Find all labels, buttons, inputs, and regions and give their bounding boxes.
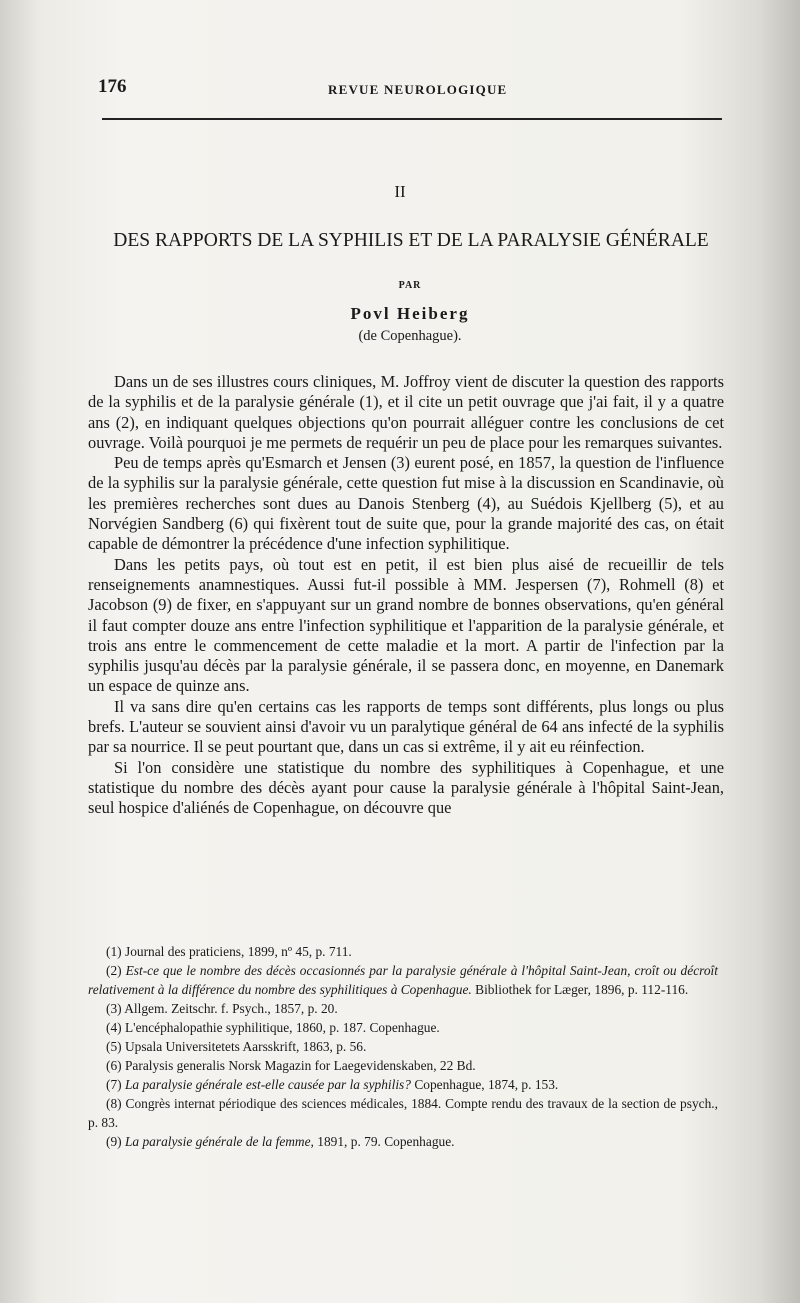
footnote [88,961,718,999]
header-rule [102,118,722,120]
footnote-text: Upsala Universitetets Aarsskrift, 1863, p. 56. [124,1039,367,1054]
footnote-text: Paralysis generalis Norsk Magazin for Laegevidenskaben, 22 Bd. [124,1058,476,1073]
page-header [98,74,722,104]
footnote-marker: (9) [106,1134,122,1149]
footnote [88,999,718,1018]
page-number: 176 [98,76,127,97]
body-paragraph: Dans un de ses illustres cours cliniques, M. Joffroy vient de discuter la question des rapports de la syphilis et de la paralysie générale (1), et il cite un petit ouvrage que j'ai fait, il y a quatre ans (2), en indiquant quelques objections qu'on pourrait alléguer contre les conclusions de cet ouvrage. Voilà pourquoi je me permets de requérir un peu de place pour les remarques suivantes. [88,372,724,452]
footnote-italic-title: Est-ce que le nombre des décès occasionnés par la paralysie générale à l'hôpital Saint-Jean, croît ou décroît relativement à la différence du nombre des syphilitiques à Copenhague. [88,963,718,997]
footnote-italic-title: La paralysie générale de la femme, [124,1134,314,1149]
footnote-text: Copenhague, 1874, p. 153. [414,1077,559,1092]
body-text [88,372,724,819]
footnote [88,1094,718,1132]
footnote-marker: (6) [106,1058,122,1073]
footnote-marker: (4) [106,1020,122,1035]
footnote [88,1037,718,1056]
author-name: Povl Heiberg [350,304,470,323]
body-paragraph: Il va sans dire qu'en certains cas les rapports de temps sont différents, plus longs ou plus brefs. L'auteur se souvient ainsi d'avoir vu un paralytique général de 64 ans infecté de la syphilis par sa nourrice. Il se peut pourtant que, dans un cas si extrême, il y ait eu réinfection. [88,696,724,757]
footnote-marker: (8) [106,1096,122,1111]
footnote [88,1056,718,1075]
footnote [88,942,718,961]
byline-par: PAR [398,280,422,291]
footnote-marker: (1) [106,944,122,959]
author-affiliation: (de Copenhague). [358,328,462,344]
footnote-text: Journal des praticiens, 1899, nº 45, p. 711. [124,944,352,959]
footnote-italic-title: La paralysie générale est-elle causée par la syphilis? [124,1077,411,1092]
article-title: DES RAPPORTS DE LA SYPHILIS ET DE LA PARALYSIE GÉNÉRALE [113,230,709,251]
footnote-marker: (3) [106,1001,122,1016]
running-head: REVUE NEUROLOGIQUE [328,82,508,97]
footnote-marker: (7) [106,1077,122,1092]
body-paragraph: Peu de temps après qu'Esmarch et Jensen (3) eurent posé, en 1857, la question de l'influence de la syphilis sur la paralysie générale, cette question fut mise à la discussion en Scandinavie, où les premières recherches sont dues au Danois Stenberg (4), au Suédois Kjellberg (5), et au Norvégien Sandberg (6) qui fixèrent tout de suite que, pour la grande majorité des cas, on était capable de démontrer la précédence d'une infection syphilitique. [88,453,724,554]
footnote-marker: (5) [106,1039,122,1054]
footnotes [88,942,718,1151]
footnote-text: Congrès internat périodique des sciences médicales, 1884. Compte rendu des travaux de la section de psych., p. 83. [88,1096,718,1130]
body-paragraph: Si l'on considère une statistique du nombre des syphilitiques à Copenhague, et une statistique du nombre des décès ayant pour cause la paralysie générale à l'hôpital Saint-Jean, seul hospice d'aliénés de Copenhague, on découvre que [88,757,724,818]
section-number: II [394,182,406,201]
footnote [88,1018,718,1037]
footnote-text: Allgem. Zeitschr. f. Psych., 1857, p. 20. [124,1001,338,1016]
footnote-text: L'encéphalopathie syphilitique, 1860, p. 187. Copenhague. [124,1020,440,1035]
footnote-text: Bibliothek for Læger, 1896, p. 112-116. [475,982,689,997]
body-paragraph: Dans les petits pays, où tout est en petit, il est bien plus aisé de recueillir de tels renseignements anamnestiques. Aussi fut-il possible à MM. Jespersen (7), Rohmell (8) et Jacobson (9) de fixer, en s'appuyant sur un grand nombre de bonnes observations, qu'en général il faut compter douze ans entre l'infection syphilitique et l'apparition de la paralysie générale, et trois ans entre le commencement de cette maladie et la mort. A partir de l'infection par la syphilis jusqu'au décès par la paralysie générale, il se passera donc, en moyenne, en Danemark un espace de quinze ans. [88,554,724,696]
footnote [88,1132,718,1151]
footnote [88,1075,718,1094]
footnote-marker: (2) [106,963,122,978]
footnote-text: 1891, p. 79. Copenhague. [317,1134,455,1149]
